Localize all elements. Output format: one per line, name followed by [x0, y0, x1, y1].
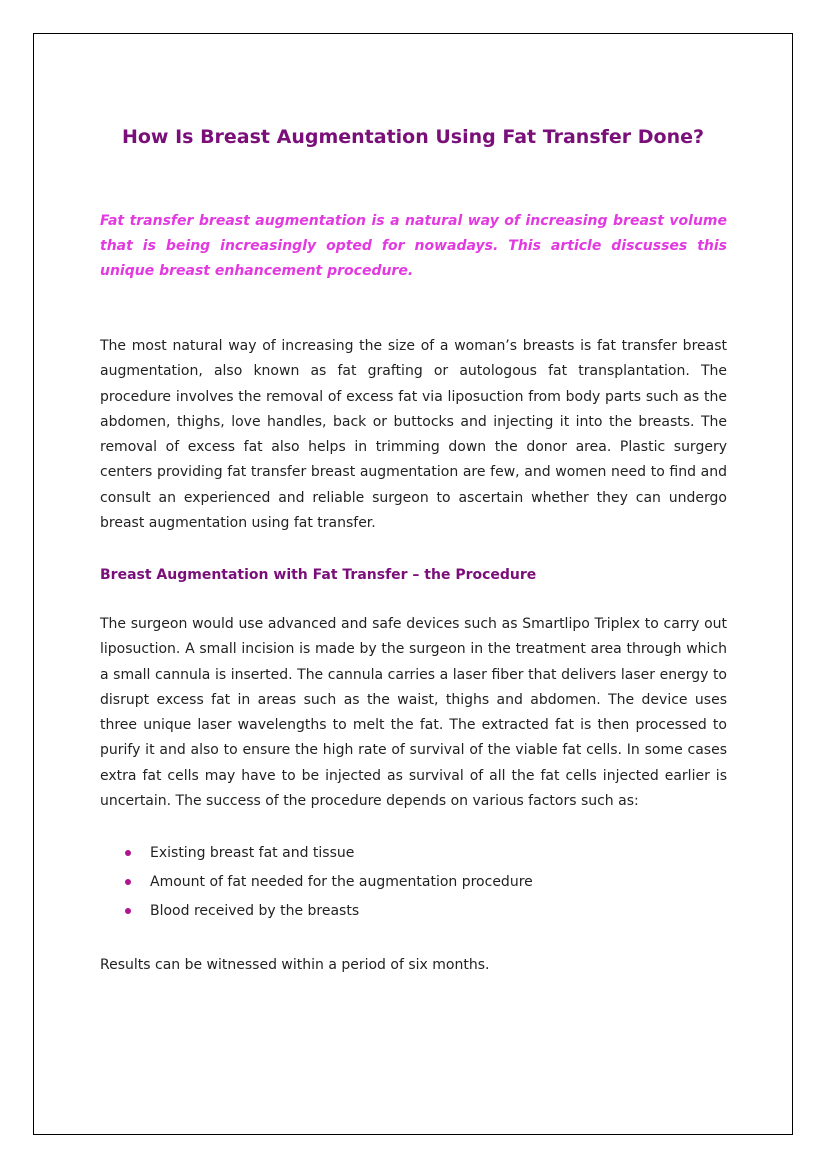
factors-list [100, 842, 727, 929]
list-item-text: Blood received by the breasts [150, 903, 360, 919]
page-frame [33, 33, 793, 1135]
list-item [100, 842, 727, 871]
bullet-icon [125, 908, 131, 914]
intro-summary: Fat transfer breast augmentation is a natural way of increasing breast volume that is being increasingly opted for nowadays. This article discusses this unique breast enhancement procedure. [100, 213, 727, 279]
list-item-text: Existing breast fat and tissue [150, 845, 355, 861]
bullet-icon [125, 850, 131, 856]
body-paragraph-2: The surgeon would use advanced and safe devices such as Smartlipo Triplex to carry out liposuction. A small incision is made by the surgeon in the treatment area through which a small cannula is inserted. The cannula carries a laser fiber that delivers laser energy to disrupt excess fat in areas such as the waist, thighs and abdomen. The device uses three unique laser wavelengths to melt the fat. The extracted fat is then processed to purify it and also to ensure the high rate of survival of the viable fat cells. In some cases extra fat cells may have to be injected as survival of all the fat cells injected earlier is uncertain. The success of the procedure depends on various factors such as: [100, 616, 727, 810]
closing-paragraph: Results can be witnessed within a period of six months. [100, 957, 490, 973]
body-paragraph-1: The most natural way of increasing the size of a woman’s breasts is fat transfer breast augmentation, also known as fat grafting or autologous fat transplantation. The procedure involves the removal of excess fat via liposuction from body parts such as the abdomen, thighs, love handles, back or buttocks and injecting it into the breasts. The removal of excess fat also helps in trimming down the donor area. Plastic surgery centers providing fat transfer breast augmentation are few, and women need to find and consult an experienced and reliable surgeon to ascertain whether they can undergo breast augmentation using fat transfer. [100, 338, 727, 532]
list-item [100, 900, 727, 929]
section-heading: Breast Augmentation with Fat Transfer – the Procedure [100, 567, 537, 583]
bullet-icon [125, 879, 131, 885]
document-title: How Is Breast Augmentation Using Fat Transfer Done? [121, 126, 705, 148]
list-item [100, 871, 727, 900]
list-item-text: Amount of fat needed for the augmentation procedure [150, 874, 533, 890]
